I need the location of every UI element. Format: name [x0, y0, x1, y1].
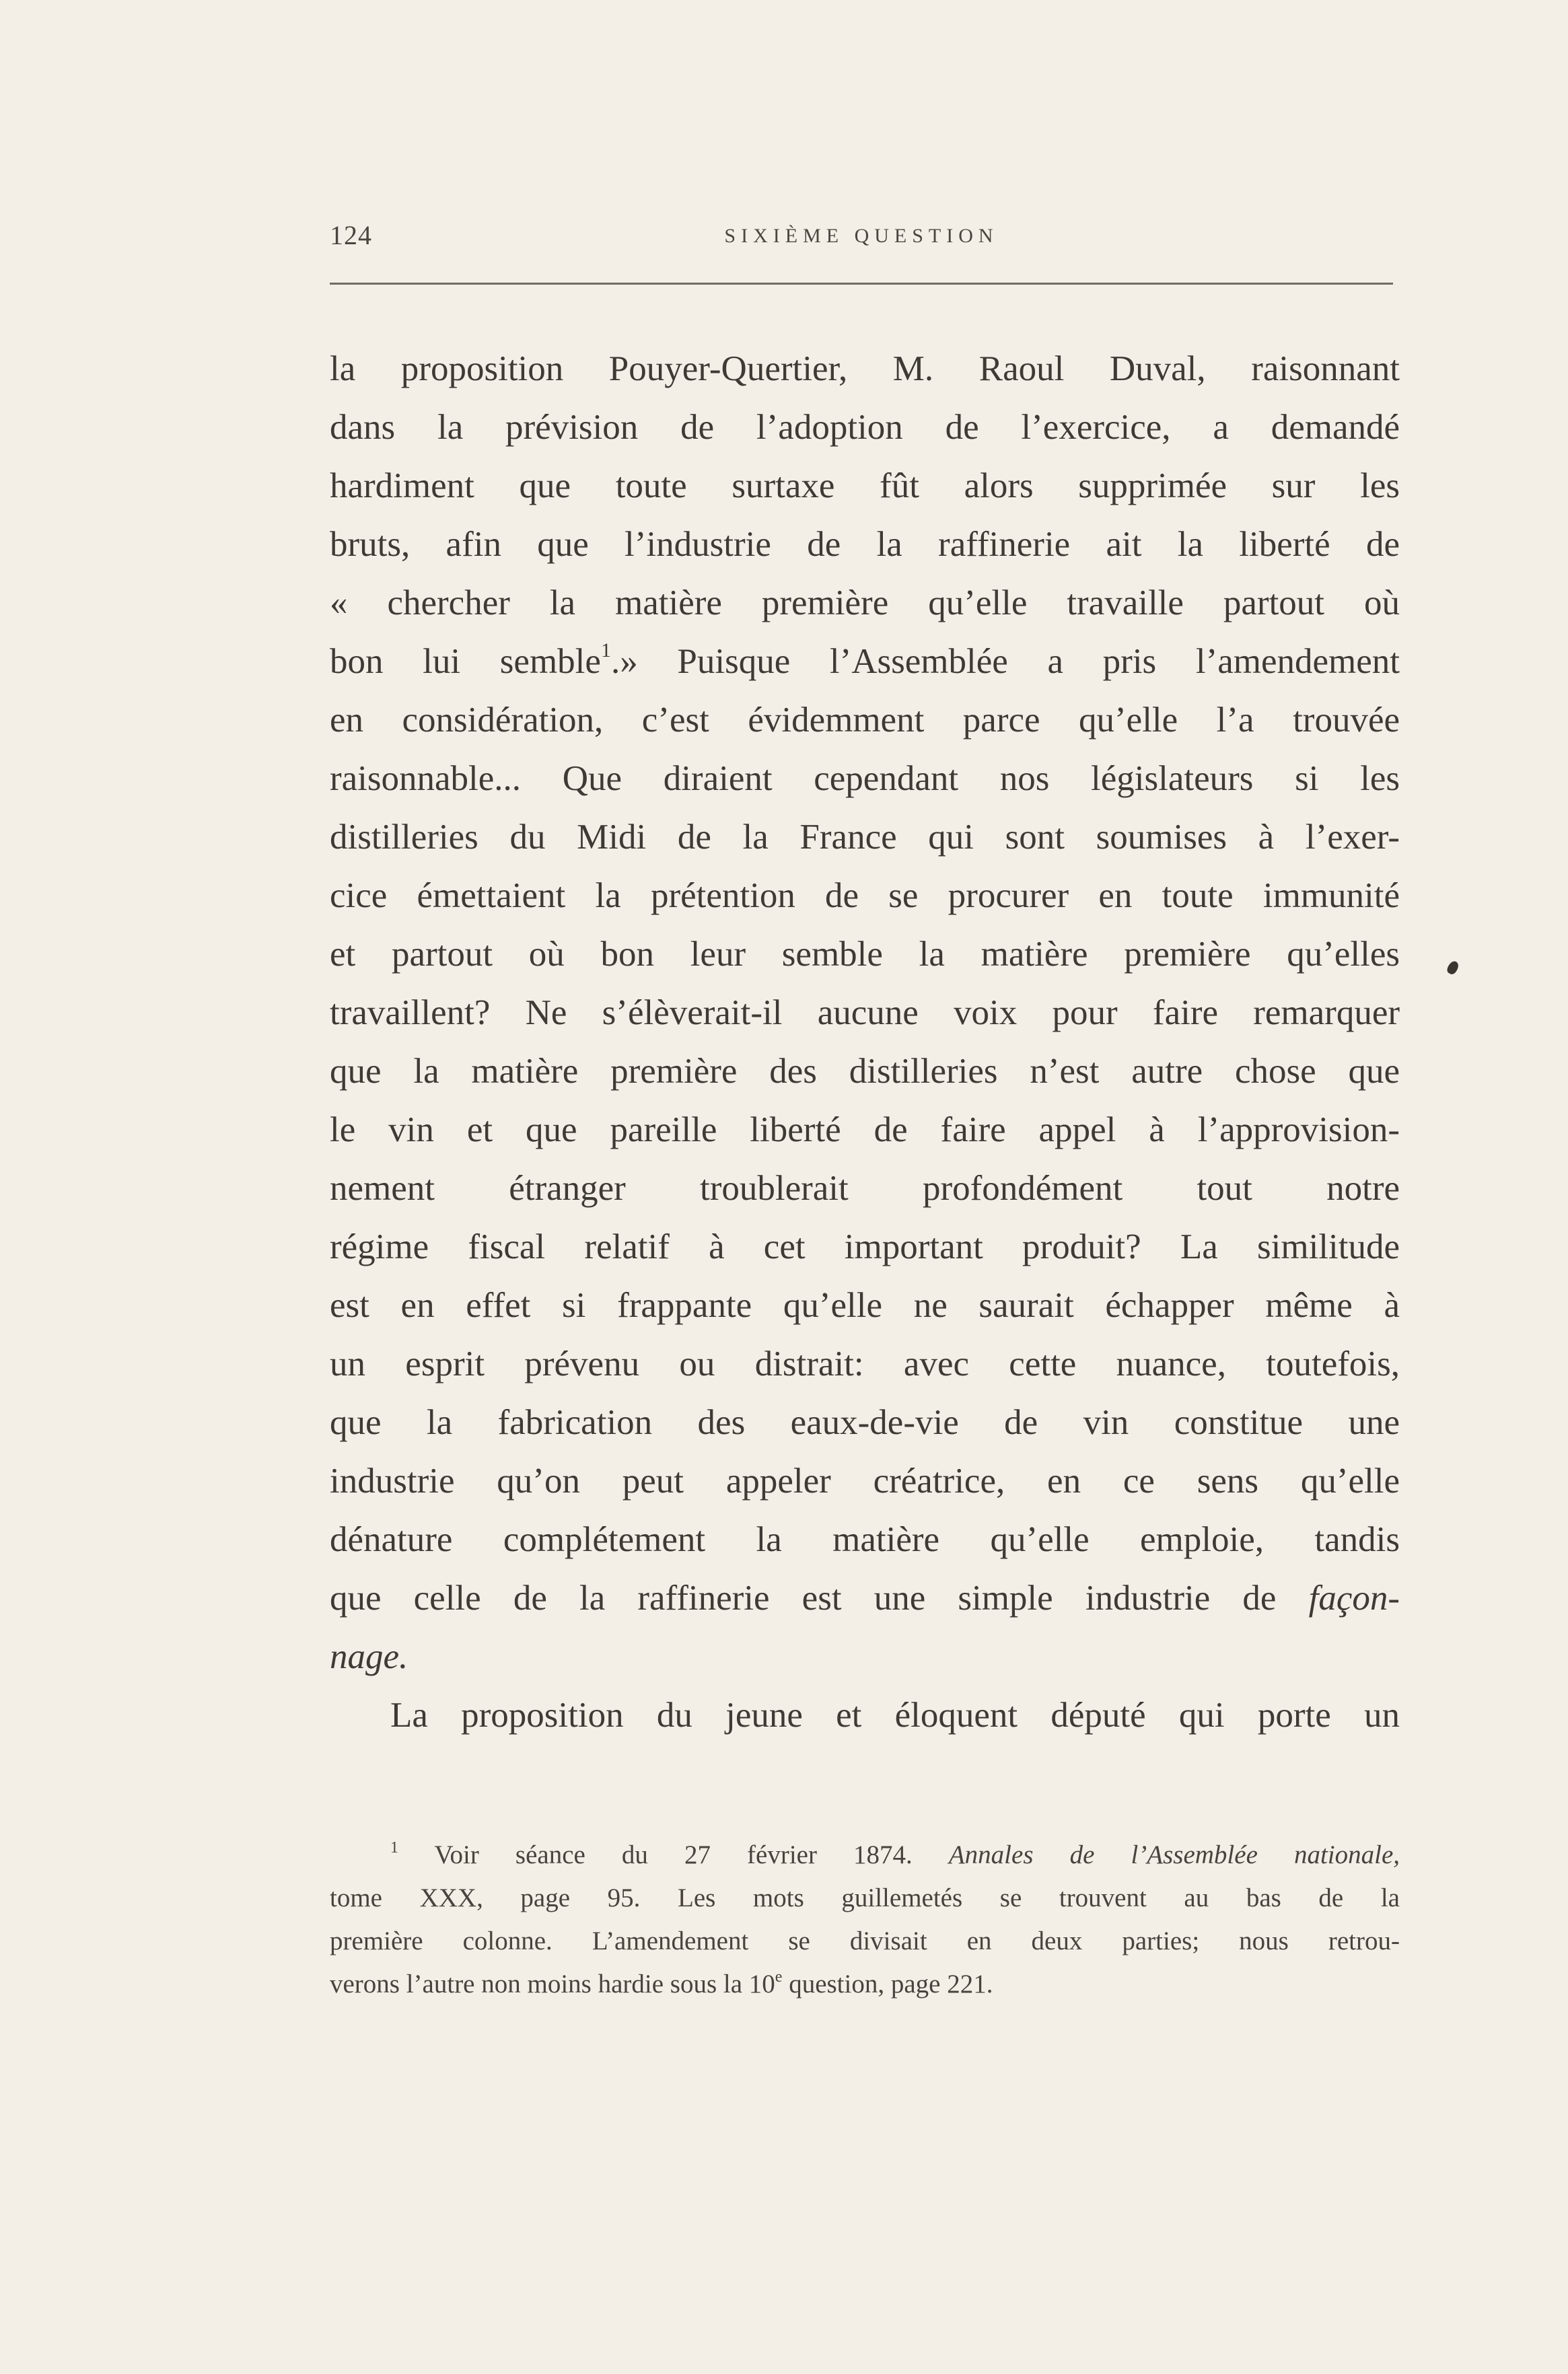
- text-line: le vin et que pareille liberté de faire appel à l’approvision-: [330, 1110, 1400, 1149]
- text-line: que la fabrication des eaux-de-vie de vin constitue une: [330, 1403, 1400, 1442]
- footnote-segment: Voir séance du 27 février 1874.: [434, 1840, 913, 1869]
- text-line: régime fiscal relatif à cet important produit? La similitude: [330, 1227, 1400, 1266]
- footnote-segment: verons l’autre non moins hardie sous la 10: [330, 1970, 775, 1999]
- text-line: que la matière première des distilleries n’est autre chose que: [330, 1052, 1400, 1091]
- page-header: [330, 219, 1393, 266]
- running-head: SIXIÈME QUESTION: [724, 225, 999, 247]
- footnote-superscript: e: [775, 1968, 783, 1986]
- page-number: 124: [330, 220, 372, 250]
- text-line: industrie qu’on peut appeler créatrice, en ce sens qu’elle: [330, 1462, 1400, 1501]
- paragraph-start-line: La proposition du jeune et éloquent député qui porte un: [390, 1696, 1400, 1735]
- italic-segment: nage.: [330, 1637, 408, 1676]
- text-segment: bon lui semble: [330, 642, 601, 681]
- text-line: [330, 633, 1400, 691]
- footnote-segment: question, page 221.: [782, 1970, 993, 1999]
- footnote-line: première colonne. L’amendement se divisait en deux parties; nous retrou-: [330, 1927, 1400, 1955]
- footnote-line: [330, 1963, 1400, 2006]
- margin-ink-mark: [1446, 960, 1460, 976]
- text-line: cice émettaient la prétention de se procurer en toute immunité: [330, 876, 1400, 915]
- italic-segment: façon-: [1308, 1579, 1400, 1618]
- text-segment: que celle de la raffinerie est une simple industrie de: [330, 1579, 1277, 1618]
- text-line: bruts, afin que l’industrie de la raffinerie ait la liberté de: [330, 525, 1400, 564]
- body-text: [330, 340, 1400, 1745]
- text-line: dans la prévision de l’adoption de l’exercice, a demandé: [330, 408, 1400, 447]
- header-rule: [330, 283, 1393, 285]
- text-segment: .» Puisque l’Assemblée a pris l’amendement: [610, 642, 1400, 681]
- text-line: [330, 1569, 1400, 1628]
- text-line: « chercher la matière première qu’elle travaille partout où: [330, 583, 1400, 622]
- text-line: un esprit prévenu ou distrait: avec cette nuance, toutefois,: [330, 1344, 1400, 1383]
- footnote-mark: 1: [390, 1839, 398, 1857]
- text-line: nement étranger troublerait profondément tout notre: [330, 1169, 1400, 1208]
- footnote: [330, 1834, 1400, 2006]
- text-line: la proposition Pouyer-Quertier, M. Raoul Duval, raisonnant: [330, 349, 1400, 388]
- footnote-line: tome XXX, page 95. Les mots guillemetés se trouvent au bas de la: [330, 1883, 1400, 1912]
- text-line: hardiment que toute surtaxe fût alors supprimée sur les: [330, 466, 1400, 505]
- text-line: raisonnable... Que diraient cependant nos législateurs si les: [330, 759, 1400, 798]
- footnote-italic-segment: Annales de l’Assemblée nationale,: [948, 1840, 1400, 1869]
- footnote-reference: 1: [600, 639, 611, 661]
- text-line: dénature complétement la matière qu’elle emploie, tandis: [330, 1520, 1400, 1559]
- text-line: et partout où bon leur semble la matière première qu’elles: [330, 935, 1400, 974]
- text-line: distilleries du Midi de la France qui sont soumises à l’exer-: [330, 818, 1400, 857]
- text-line: en considération, c’est évidemment parce qu’elle l’a trouvée: [330, 700, 1400, 740]
- text-line: travaillent? Ne s’élèverait-il aucune voix pour faire remarquer: [330, 993, 1400, 1032]
- text-line: est en effet si frappante qu’elle ne saurait échapper même à: [330, 1286, 1400, 1325]
- footnote-line: [330, 1834, 1400, 1877]
- text-line: [330, 1628, 1400, 1686]
